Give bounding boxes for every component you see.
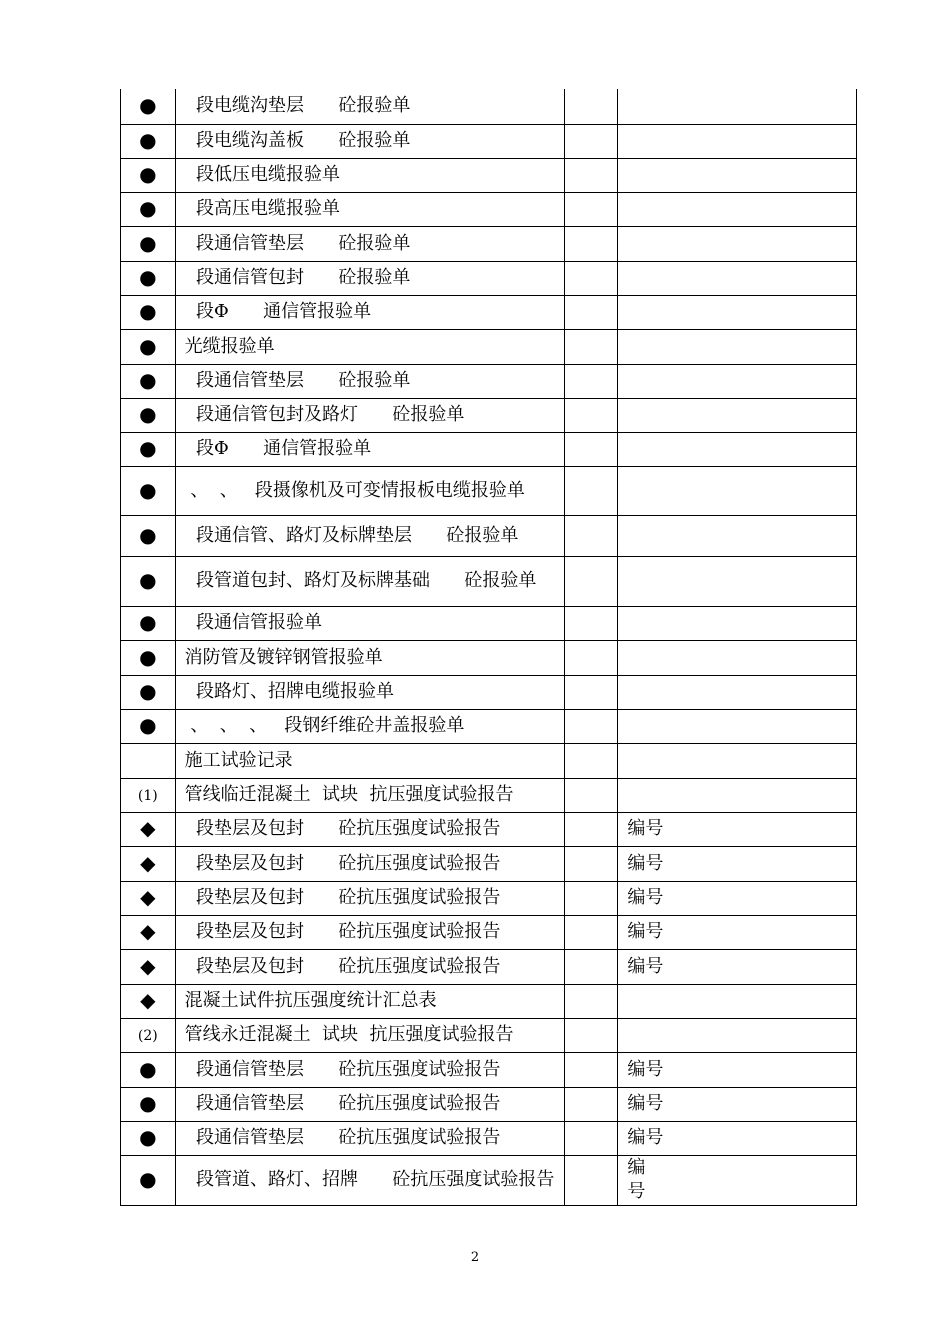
item-description: 段管道、路灯、招牌 砼抗压强度试验报告 — [175, 1155, 564, 1205]
table-row — [121, 606, 857, 640]
table-body — [121, 89, 857, 1205]
empty-cell — [564, 640, 618, 675]
empty-cell — [564, 226, 618, 261]
table-row — [121, 881, 857, 915]
item-description: 段通信管报验单 — [175, 606, 564, 640]
empty-cell — [564, 1087, 618, 1121]
table-row — [121, 1018, 857, 1052]
empty-cell — [564, 364, 618, 398]
table-row — [121, 124, 857, 158]
row-marker — [121, 1155, 176, 1205]
item-description: 段Φ 通信管报验单 — [175, 295, 564, 329]
table-row — [121, 295, 857, 329]
bullet-icon: ● — [139, 1167, 157, 1191]
empty-cell — [564, 432, 618, 466]
empty-cell — [564, 158, 618, 192]
bullet-icon: ● — [139, 162, 157, 186]
table-row — [121, 812, 857, 846]
bullet-icon: ● — [139, 679, 157, 703]
table-row — [121, 364, 857, 398]
empty-cell — [564, 515, 618, 556]
item-code — [618, 743, 857, 778]
item-description: 段垫层及包封 砼抗压强度试验报告 — [175, 812, 564, 846]
row-marker — [121, 984, 176, 1018]
item-description: 光缆报验单 — [175, 329, 564, 364]
table-row — [121, 743, 857, 778]
bullet-icon: ● — [139, 333, 157, 358]
bullet-icon: ● — [139, 522, 157, 547]
item-description: 段通信管垫层 砼报验单 — [175, 226, 564, 261]
page-number: 2 — [470, 1250, 480, 1265]
item-code — [618, 124, 857, 158]
empty-cell — [564, 124, 618, 158]
item-code — [618, 89, 857, 124]
table-row — [121, 398, 857, 432]
table-row — [121, 640, 857, 675]
diamond-icon: ◆ — [140, 816, 156, 840]
table-row — [121, 709, 857, 743]
row-marker — [121, 226, 176, 261]
table-row — [121, 466, 857, 515]
row-marker — [121, 743, 176, 778]
item-description: 段电缆沟盖板 砼报验单 — [175, 124, 564, 158]
item-code — [618, 329, 857, 364]
item-code — [618, 192, 857, 226]
bullet-icon: ● — [139, 713, 157, 737]
item-description: 管线临迁混凝土 试块 抗压强度试验报告 — [175, 778, 564, 812]
empty-cell — [564, 556, 618, 606]
item-code: 编号 — [618, 915, 857, 949]
empty-cell — [564, 778, 618, 812]
item-code: 编号 — [618, 812, 857, 846]
item-code — [618, 984, 857, 1018]
empty-cell — [564, 984, 618, 1018]
item-description: 段垫层及包封 砼抗压强度试验报告 — [175, 949, 564, 984]
item-code — [618, 295, 857, 329]
row-marker — [121, 1087, 176, 1121]
item-description: 段Φ 通信管报验单 — [175, 432, 564, 466]
table-row — [121, 89, 857, 124]
item-description: 段通信管包封 砼报验单 — [175, 261, 564, 295]
empty-cell — [564, 89, 618, 124]
diamond-icon: ◆ — [140, 953, 156, 978]
item-code — [618, 398, 857, 432]
bullet-icon: ● — [139, 568, 157, 592]
empty-cell — [564, 812, 618, 846]
table-row — [121, 192, 857, 226]
item-description: 、 、 段摄像机及可变情报板电缆报验单 — [175, 466, 564, 515]
item-code — [618, 675, 857, 709]
bullet-icon: ● — [139, 644, 157, 669]
item-code — [618, 515, 857, 556]
row-marker — [121, 124, 176, 158]
item-description: 段通信管包封及路灯 砼报验单 — [175, 398, 564, 432]
row-index: (1) — [137, 787, 158, 804]
row-marker — [121, 846, 176, 881]
row-marker — [121, 466, 176, 515]
row-marker — [121, 675, 176, 709]
bullet-icon: ● — [139, 610, 157, 634]
item-description: 段路灯、招牌电缆报验单 — [175, 675, 564, 709]
table-row — [121, 778, 857, 812]
item-code: 编号 — [618, 1087, 857, 1121]
item-description: 段低压电缆报验单 — [175, 158, 564, 192]
bullet-icon: ● — [139, 93, 157, 118]
table-row — [121, 329, 857, 364]
empty-cell — [564, 192, 618, 226]
bullet-icon: ● — [139, 402, 157, 426]
bullet-icon: ● — [139, 1091, 157, 1115]
row-marker — [121, 89, 176, 124]
row-marker — [121, 949, 176, 984]
table-row — [121, 1155, 857, 1205]
row-index: (2) — [137, 1027, 158, 1044]
row-marker — [121, 606, 176, 640]
empty-cell — [564, 709, 618, 743]
row-marker — [121, 778, 176, 812]
empty-cell — [564, 261, 618, 295]
empty-cell — [564, 675, 618, 709]
item-code: 编号 — [618, 1121, 857, 1155]
row-marker — [121, 261, 176, 295]
bullet-icon: ● — [139, 477, 157, 502]
empty-cell — [564, 881, 618, 915]
table-row — [121, 158, 857, 192]
item-code — [618, 606, 857, 640]
empty-cell — [564, 915, 618, 949]
empty-cell — [564, 743, 618, 778]
item-code — [618, 364, 857, 398]
table-row — [121, 515, 857, 556]
empty-cell — [564, 606, 618, 640]
item-description: 段通信管垫层 砼报验单 — [175, 364, 564, 398]
item-description: 段通信管、路灯及标牌垫层 砼报验单 — [175, 515, 564, 556]
item-code — [618, 556, 857, 606]
table-row — [121, 846, 857, 881]
item-description: 管线永迁混凝土 试块 抗压强度试验报告 — [175, 1018, 564, 1052]
bullet-icon: ● — [139, 265, 157, 289]
row-marker — [121, 812, 176, 846]
row-marker — [121, 515, 176, 556]
empty-cell — [564, 949, 618, 984]
empty-cell — [564, 398, 618, 432]
row-marker — [121, 1018, 176, 1052]
table-row — [121, 984, 857, 1018]
empty-cell — [564, 295, 618, 329]
item-code: 编号 — [618, 949, 857, 984]
diamond-icon: ◆ — [140, 988, 156, 1012]
diamond-icon: ◆ — [140, 850, 156, 875]
bullet-icon: ● — [139, 128, 157, 152]
table-row — [121, 675, 857, 709]
row-marker — [121, 1121, 176, 1155]
row-marker — [121, 364, 176, 398]
row-marker — [121, 432, 176, 466]
bullet-icon: ● — [139, 196, 157, 220]
row-marker — [121, 709, 176, 743]
row-marker — [121, 915, 176, 949]
diamond-icon: ◆ — [140, 885, 156, 909]
empty-cell — [564, 329, 618, 364]
table-row — [121, 432, 857, 466]
bullet-icon: ● — [139, 299, 157, 323]
item-description: 施工试验记录 — [175, 743, 564, 778]
table-row — [121, 949, 857, 984]
empty-cell — [564, 1121, 618, 1155]
item-code: 编号 — [618, 1052, 857, 1087]
empty-cell — [564, 846, 618, 881]
table-row — [121, 1087, 857, 1121]
empty-cell — [564, 1052, 618, 1087]
item-code — [618, 432, 857, 466]
item-description: 段垫层及包封 砼抗压强度试验报告 — [175, 881, 564, 915]
item-code: 编号 — [618, 846, 857, 881]
bullet-icon: ● — [139, 436, 157, 460]
item-description: 段管道包封、路灯及标牌基础 砼报验单 — [175, 556, 564, 606]
item-description: 段垫层及包封 砼抗压强度试验报告 — [175, 846, 564, 881]
table-row — [121, 226, 857, 261]
item-code — [618, 226, 857, 261]
table-row — [121, 915, 857, 949]
bullet-icon: ● — [139, 368, 157, 392]
row-marker — [121, 398, 176, 432]
item-description: 段垫层及包封 砼抗压强度试验报告 — [175, 915, 564, 949]
document-table — [120, 89, 857, 1206]
item-description: 混凝土试件抗压强度统计汇总表 — [175, 984, 564, 1018]
item-description: 段电缆沟垫层 砼报验单 — [175, 89, 564, 124]
row-marker — [121, 556, 176, 606]
bullet-icon: ● — [139, 1056, 157, 1081]
table-row — [121, 556, 857, 606]
item-code — [618, 709, 857, 743]
row-marker — [121, 640, 176, 675]
diamond-icon: ◆ — [140, 919, 156, 943]
row-marker — [121, 295, 176, 329]
empty-cell — [564, 466, 618, 515]
bullet-icon: ● — [139, 1125, 157, 1149]
item-code — [618, 261, 857, 295]
empty-cell — [564, 1018, 618, 1052]
row-marker — [121, 158, 176, 192]
item-code — [618, 778, 857, 812]
item-description: 段通信管垫层 砼抗压强度试验报告 — [175, 1087, 564, 1121]
item-description: 、 、 、 段钢纤维砼井盖报验单 — [175, 709, 564, 743]
table-row — [121, 261, 857, 295]
item-description: 段通信管垫层 砼抗压强度试验报告 — [175, 1052, 564, 1087]
item-code — [618, 640, 857, 675]
item-description: 段高压电缆报验单 — [175, 192, 564, 226]
item-code: 编 号 — [618, 1155, 857, 1205]
item-code: 编号 — [618, 881, 857, 915]
table-row — [121, 1052, 857, 1087]
table-row — [121, 1121, 857, 1155]
item-description: 消防管及镀锌钢管报验单 — [175, 640, 564, 675]
item-code — [618, 1018, 857, 1052]
row-marker — [121, 881, 176, 915]
item-code — [618, 466, 857, 515]
row-marker — [121, 329, 176, 364]
item-code — [618, 158, 857, 192]
empty-cell — [564, 1155, 618, 1205]
row-marker — [121, 1052, 176, 1087]
item-description: 段通信管垫层 砼抗压强度试验报告 — [175, 1121, 564, 1155]
bullet-icon: ● — [139, 230, 157, 255]
row-marker — [121, 192, 176, 226]
